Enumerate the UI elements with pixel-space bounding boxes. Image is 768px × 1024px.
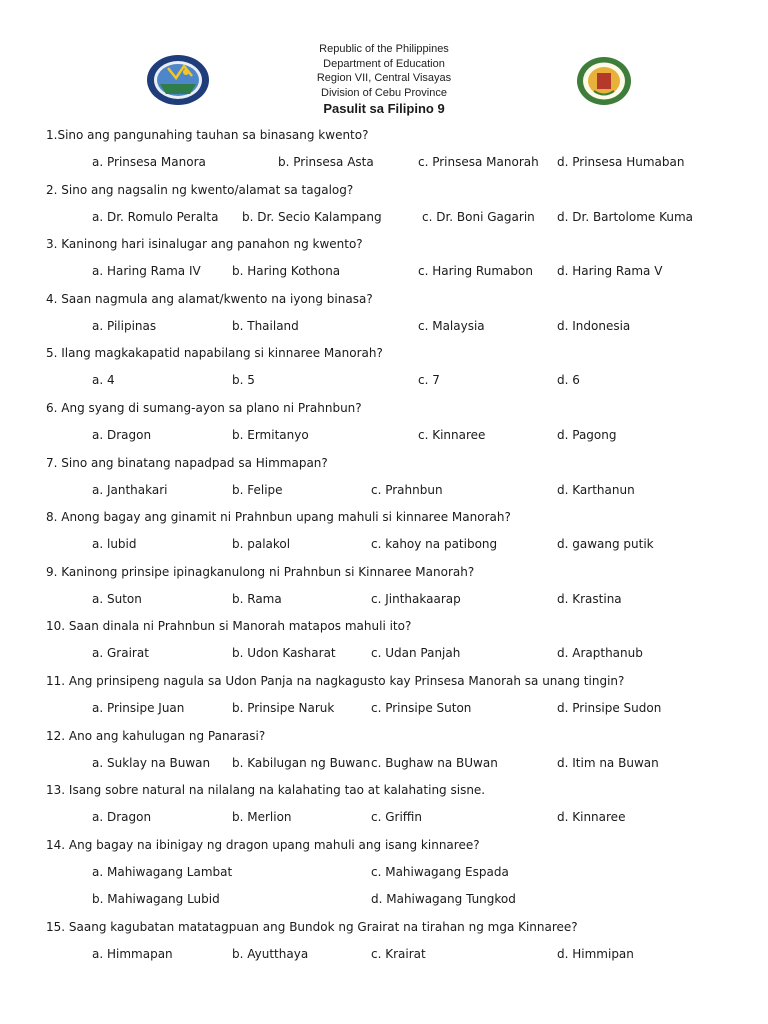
question-text: 13. Isang sobre natural na nilalang na kalahating tao at kalahating sisne. xyxy=(46,783,486,798)
question-text: 7. Sino ang binatang napadpad sa Himmapan? xyxy=(46,455,328,470)
choice-c: c. Griffin xyxy=(371,810,422,825)
choice-c: c. Kinnaree xyxy=(418,427,486,442)
choice-b: b. Prinsesa Asta xyxy=(278,155,374,169)
header-line-department: Department of Education xyxy=(323,57,445,70)
choice-a: a. 4 xyxy=(92,373,115,388)
choice-a: a. Haring Rama IV xyxy=(92,264,201,279)
choice-c: c. 7 xyxy=(418,373,440,388)
choice-b: b. Merlion xyxy=(232,810,292,825)
choice-b: b. Thailand xyxy=(232,318,299,333)
choice-b: b. Ermitanyo xyxy=(232,427,309,442)
choice-c: c. Udan Panjah xyxy=(371,646,461,661)
choice-d: d. gawang putik xyxy=(557,537,654,552)
question-6 xyxy=(46,393,746,448)
choice-a: a. Suton xyxy=(92,591,142,606)
choice-d: d. Pagong xyxy=(557,427,617,442)
question-12 xyxy=(46,721,746,776)
question-7 xyxy=(46,448,746,503)
choice-c: c. Prinsesa Manorah xyxy=(418,155,539,169)
choice-a: a. Prinsesa Manora xyxy=(92,155,206,169)
question-text: 4. Saan nagmula ang alamat/kwento na iyong binasa? xyxy=(46,291,373,306)
choice-b: b. Rama xyxy=(232,591,282,606)
question-15 xyxy=(46,912,746,967)
choice-a: a. Dragon xyxy=(92,427,152,442)
choice-b: b. Dr. Secio Kalampang xyxy=(242,209,382,224)
question-text: 12. Ano ang kahulugan ng Panarasi? xyxy=(46,728,266,743)
choice-c: c. kahoy na patibong xyxy=(371,537,498,552)
question-text: 10. Saan dinala ni Prahnbun si Manorah matapos mahuli ito? xyxy=(46,619,412,634)
choice-d: d. 6 xyxy=(557,373,580,388)
question-text: 3. Kaninong hari isinalugar ang panahon ng kwento? xyxy=(46,237,363,252)
choice-d: d. Kinnaree xyxy=(557,810,626,825)
question-text: 14. Ang bagay na ibinigay ng dragon upang mahuli ang isang kinnaree? xyxy=(46,837,480,852)
question-text: 1.Sino ang pangunahing tauhan sa binasang kwento? xyxy=(46,128,369,142)
question-13 xyxy=(46,775,746,830)
question-5 xyxy=(46,338,746,393)
question-text: 8. Anong bagay ang ginamit ni Prahnbun upang mahuli si kinnaree Manorah? xyxy=(46,510,511,525)
choice-d: d. Itim na Buwan xyxy=(557,755,659,770)
choice-c: c. Dr. Boni Gagarin xyxy=(422,209,535,224)
choice-b: b. Prinsipe Naruk xyxy=(232,700,335,715)
choice-c: c. Haring Rumabon xyxy=(418,264,533,279)
choice-b: b. Kabilugan ng Buwan xyxy=(232,755,371,770)
choice-a: a. Dragon xyxy=(92,810,152,825)
choice-b: b. Haring Kothona xyxy=(232,264,341,279)
document-header xyxy=(0,42,768,116)
choice-c: c. Prahnbun xyxy=(371,482,443,497)
question-text: 6. Ang syang di sumang-ayon sa plano ni Prahnbun? xyxy=(46,400,362,415)
choice-d: d. Mahiwagang Tungkod xyxy=(371,891,516,906)
choice-b: b. 5 xyxy=(232,373,255,388)
question-3 xyxy=(46,229,746,284)
question-2 xyxy=(46,175,746,230)
question-1 xyxy=(46,120,746,175)
choice-a: a. lubid xyxy=(92,537,137,552)
choice-a: a. Suklay na Buwan xyxy=(92,755,211,770)
choice-c: c. Mahiwagang Espada xyxy=(371,864,509,879)
question-11 xyxy=(46,666,746,721)
page-title: Pasulit sa Filipino 9 xyxy=(323,101,445,116)
choice-a: a. Grairat xyxy=(92,646,149,661)
choice-d: d. Haring Rama V xyxy=(557,264,663,279)
header-line-republic: Republic of the Philippines xyxy=(319,43,449,55)
choice-d: d. Karthanun xyxy=(557,482,635,497)
choice-c: c. Bughaw na BUwan xyxy=(371,755,498,770)
header-line-region: Region VII, Central Visayas xyxy=(316,72,452,84)
choice-d: d. Indonesia xyxy=(557,318,631,333)
question-text: 15. Saang kagubatan matatagpuan ang Bundok ng Grairat na tirahan ng mga Kinnaree? xyxy=(46,919,578,934)
choice-b: b. Udon Kasharat xyxy=(232,646,336,661)
choice-b: b. Mahiwagang Lubid xyxy=(92,891,220,906)
choice-c: c. Malaysia xyxy=(418,318,485,333)
choice-a: a. Mahiwagang Lambat xyxy=(92,864,233,879)
choice-d: d. Dr. Bartolome Kuma xyxy=(557,209,693,224)
question-8 xyxy=(46,502,746,557)
choice-a: a. Prinsipe Juan xyxy=(92,700,185,715)
choice-a: a. Dr. Romulo Peralta xyxy=(92,209,219,224)
choice-c: c. Prinsipe Suton xyxy=(371,700,472,715)
questions-list xyxy=(46,120,746,966)
choice-d: d. Prinsipe Sudon xyxy=(557,700,662,715)
question-10 xyxy=(46,611,746,666)
choice-b: b. palakol xyxy=(232,537,291,552)
question-text: 2. Sino ang nagsalin ng kwento/alamat sa tagalog? xyxy=(46,182,354,197)
choice-b: b. Ayutthaya xyxy=(232,946,309,961)
choice-d: d. Himmipan xyxy=(557,946,634,961)
question-9 xyxy=(46,557,746,612)
question-text: 11. Ang prinsipeng nagula sa Udon Panja na nagkagusto kay Prinsesa Manorah sa unang tingin? xyxy=(46,673,625,688)
choice-a: a. Pilipinas xyxy=(92,318,157,333)
choice-b: b. Felipe xyxy=(232,482,283,497)
choice-d: d. Prinsesa Humaban xyxy=(557,155,685,169)
question-14 xyxy=(46,830,746,912)
choice-a: a. Himmapan xyxy=(92,946,173,961)
question-text: 5. Ilang magkakapatid napabilang si kinnaree Manorah? xyxy=(46,346,383,361)
school-seal-icon xyxy=(576,56,632,106)
choice-d: d. Krastina xyxy=(557,591,622,606)
choice-c: c. Jinthakaarap xyxy=(371,591,461,606)
header-line-division: Division of Cebu Province xyxy=(321,86,447,99)
choice-d: d. Arapthanub xyxy=(557,646,643,661)
question-text: 9. Kaninong prinsipe ipinagkanulong ni Prahnbun si Kinnaree Manorah? xyxy=(46,564,475,579)
question-4 xyxy=(46,284,746,339)
choice-a: a. Janthakari xyxy=(92,482,168,497)
choice-c: c. Krairat xyxy=(371,946,426,961)
